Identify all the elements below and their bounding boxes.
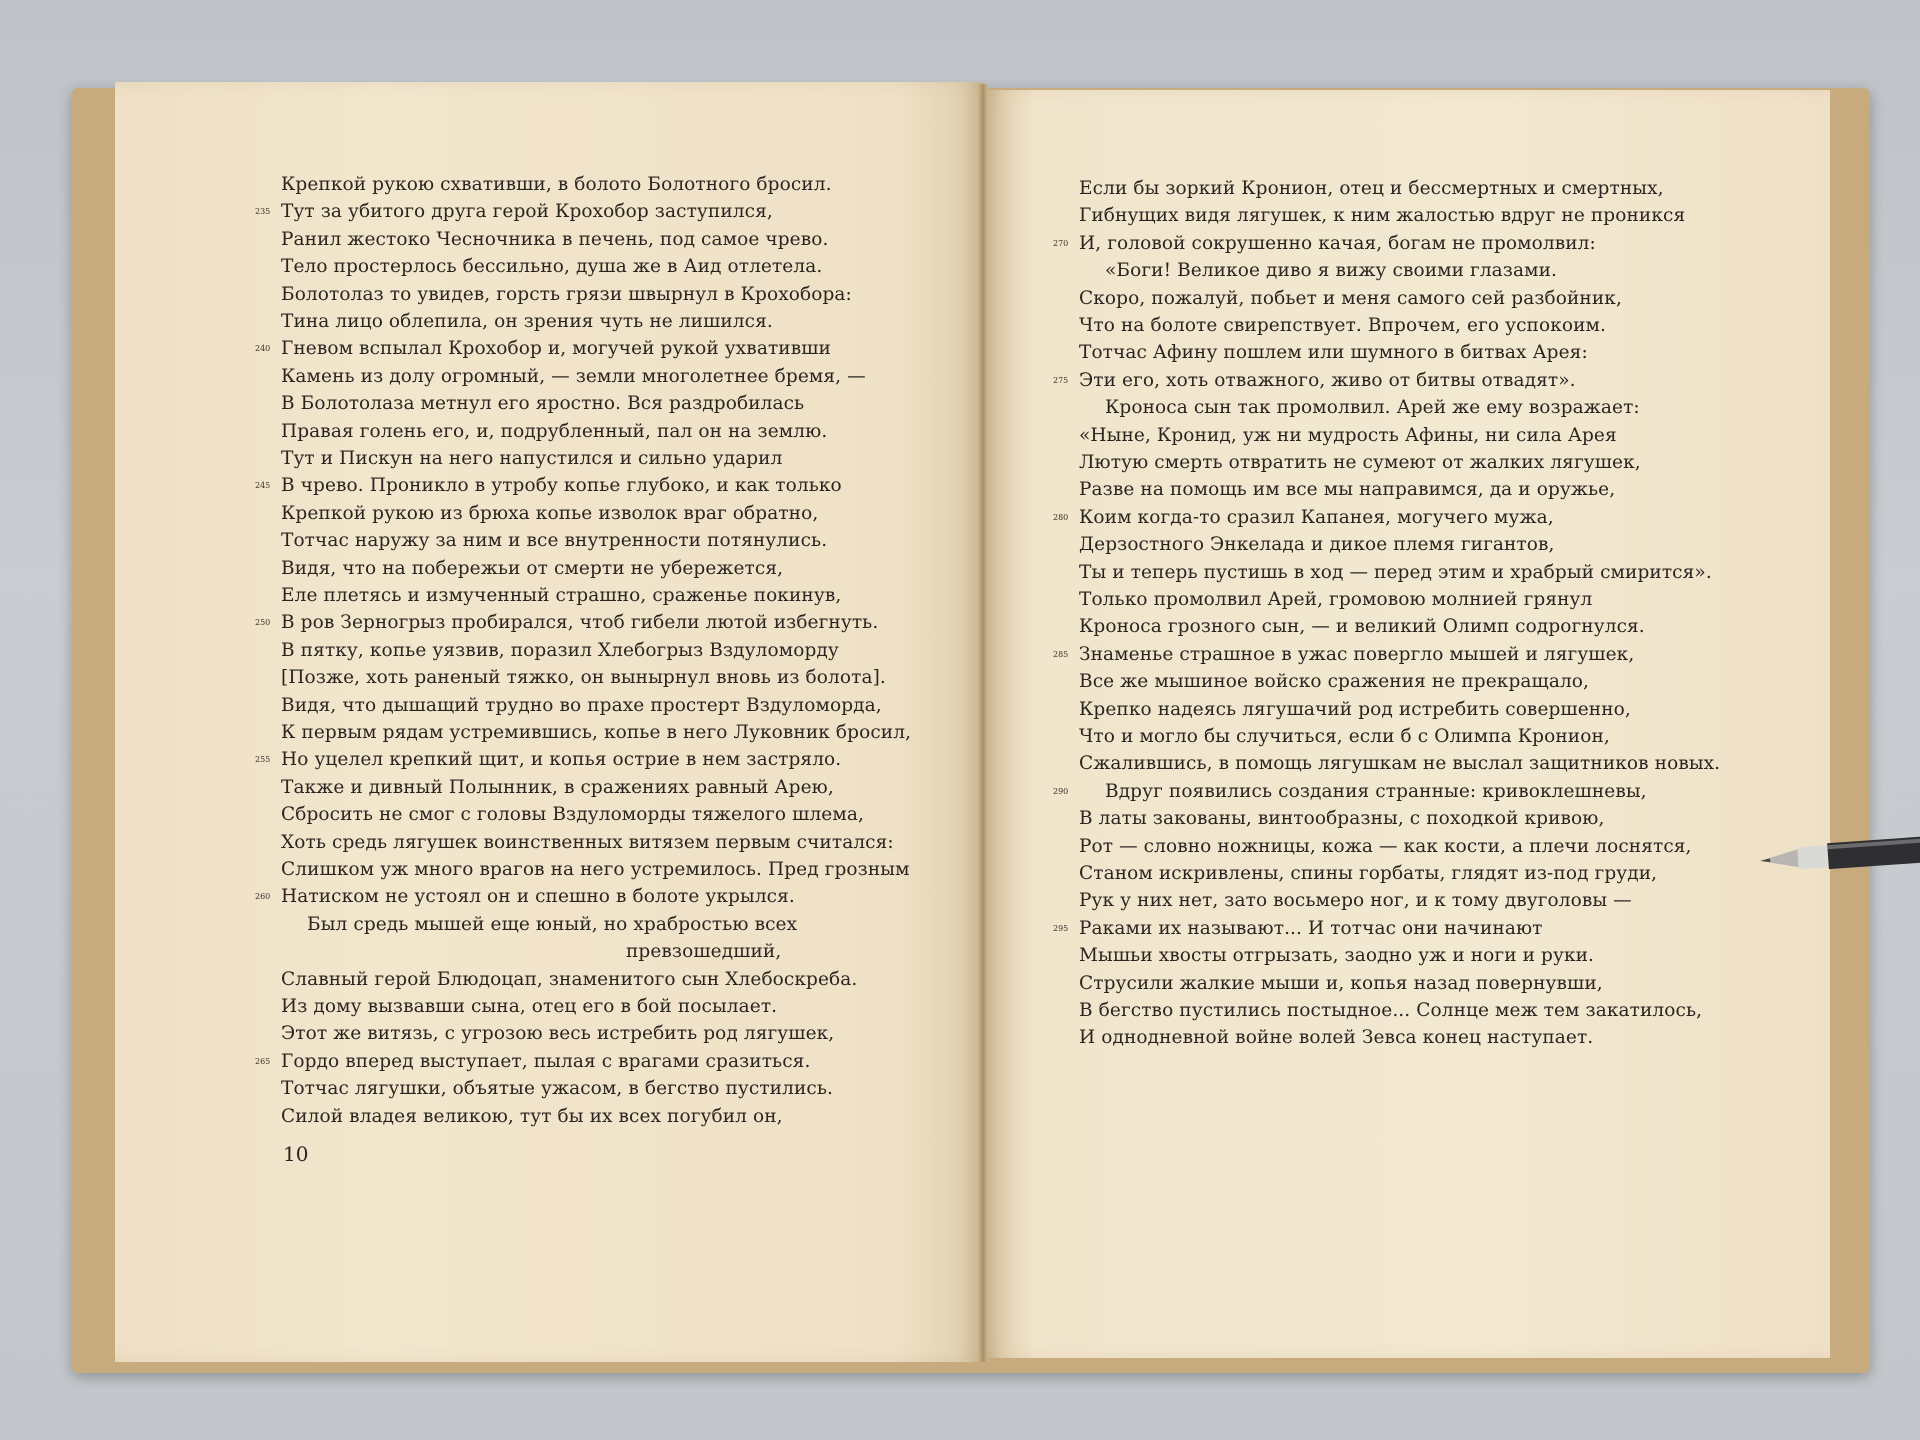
- verse-line: Хоть средь лягушек воинственных витязем первым считался:: [281, 831, 894, 853]
- verse-line: Рук у них нет, зато восьмеро ног, и к тому двуголовы —: [1079, 890, 1632, 912]
- verse-line: И однодневной войне волей Зевса конец наступает.: [1079, 1027, 1594, 1049]
- verse-line: Из дому вызвавши сына, отец его в бой посылает.: [281, 996, 778, 1017]
- verse-line: И, головой сокрушенно качая, богам не промолвил:: [1079, 232, 1596, 254]
- verse-line: Коим когда-то сразил Капанея, могучего мужа,: [1079, 506, 1554, 528]
- verse-line: Лютую смерть отвратить не сумеют от жалких лягушек,: [1079, 452, 1641, 473]
- left-page: [115, 82, 981, 1362]
- verse-line: Сжалившись, в помощь лягушкам не выслал защитников новых.: [1079, 753, 1721, 775]
- verse-line: Гневом вспылал Крохобор и, могучей рукой ухвативши: [281, 338, 831, 360]
- verse-line: Дерзостного Энкелада и дикое племя гигантов,: [1079, 534, 1555, 556]
- verse-line: превзошедший,: [626, 941, 782, 963]
- verse-line: Мышьи хвосты отгрызать, заодно уж и ноги и руки.: [1079, 945, 1595, 967]
- line-number: 245: [255, 481, 271, 491]
- verse-line: Этот же витязь, с угрозою весь истребить род лягушек,: [281, 1023, 835, 1045]
- verse-line: Тело простерлось бессильно, душа же в Аид отлетела.: [281, 256, 823, 278]
- line-number: 290: [1053, 786, 1069, 796]
- verse-line: Тина лицо облепила, он зрения чуть не лишился.: [281, 311, 773, 332]
- verse-line: Слишком уж много врагов на него устремилось. Пред грозным: [281, 859, 910, 880]
- verse-line: Натиском не устоял он и спешно в болоте укрылся.: [281, 886, 795, 908]
- verse-line: Эти его, хоть отважного, живо от битвы отвадят».: [1079, 369, 1576, 391]
- verse-line: [Позже, хоть раненый тяжко, он вынырнул вновь из болота].: [281, 667, 886, 689]
- verse-line: Гибнущих видя лягушек, к ним жалостью вдруг не проникся: [1079, 205, 1686, 227]
- verse-line: Крепкой рукою из брюха копье изволок враг обратно,: [281, 502, 819, 524]
- verse-line: Если бы зоркий Кронион, отец и бессмертных и смертных,: [1079, 178, 1664, 199]
- verse-line: Но уцелел крепкий щит, и копья острие в нем застряло.: [281, 749, 842, 771]
- verse-line: Раками их называют... И тотчас они начинают: [1079, 917, 1543, 939]
- verse-line: В бегство пустились постыдное... Солнце меж тем закатилось,: [1079, 1000, 1703, 1021]
- verse-line: Видя, что дышащий трудно во прахе простерт Вздуломорда,: [281, 694, 882, 716]
- verse-line: Тут за убитого друга герой Крохобор заступился,: [281, 201, 773, 223]
- line-number: 240: [255, 344, 271, 354]
- verse-line: Рот — словно ножницы, кожа — как кости, а плечи лоснятся,: [1079, 835, 1692, 857]
- line-number: 285: [1053, 649, 1069, 659]
- verse-line: Скоро, пожалуй, побьет и меня самого сей разбойник,: [1079, 287, 1622, 309]
- verse-line: Болотолаз то увидев, горсть грязи швырнул в Крохобора:: [281, 283, 852, 305]
- verse-line: Струсили жалкие мыши и, копья назад повернувши,: [1079, 972, 1603, 994]
- verse-line: Крепкой рукою схвативши, в болото Болотного бросил.: [281, 174, 832, 195]
- verse-line: Что и могло бы случиться, если б с Олимпа Кронион,: [1079, 726, 1610, 747]
- verse-line: Только промолвил Арей, громовою молнией грянул: [1079, 589, 1593, 610]
- line-number: 250: [255, 618, 271, 628]
- page-number: 10: [283, 1142, 309, 1166]
- verse-line: Тотчас наружу за ним и все внутренности потянулись.: [281, 530, 828, 552]
- verse-line: Тут и Пискун на него напустился и сильно ударил: [281, 448, 783, 469]
- verse-line: Также и дивный Полынник, в сражениях равный Арею,: [281, 776, 834, 798]
- verse-line: Крепко надеясь лягушачий род истребить совершенно,: [1079, 698, 1631, 720]
- verse-line: В чрево. Проникло в утробу копье глубоко, и как только: [281, 475, 842, 497]
- line-number: 295: [1053, 923, 1069, 933]
- verse-line: Ранил жестоко Чесночника в печень, под самое чрево.: [281, 228, 829, 250]
- right-page: [985, 90, 1830, 1358]
- verse-line: В ров Зерногрыз пробирался, чтоб гибели лютой избегнуть.: [281, 612, 879, 634]
- verse-line: К первым рядам устремившись, копье в него Луковник бросил,: [281, 722, 912, 743]
- verse-line: Разве на помощь им все мы направимся, да и оружье,: [1079, 479, 1616, 501]
- verse-line: «Ныне, Кронид, уж ни мудрость Афины, ни сила Арея: [1079, 424, 1617, 446]
- verse-line: Правая голень его, и, подрубленный, пал он на землю.: [281, 420, 828, 442]
- verse-line: Камень из долу огромный, — земли многолетнее бремя, —: [281, 365, 866, 387]
- verse-line: Сбросить не смог с головы Вздуломорды тяжелого шлема,: [281, 804, 864, 826]
- verse-line: В латы закованы, винтообразны, с походкой кривою,: [1079, 808, 1605, 830]
- verse-line: Тотчас Афину пошлем или шумного в битвах Арея:: [1079, 342, 1588, 364]
- line-number: 265: [255, 1056, 271, 1066]
- line-number: 235: [255, 207, 271, 217]
- verse-line: В пятку, копье уязвив, поразил Хлебогрыз Вздуломорду: [281, 639, 839, 661]
- line-number: 270: [1053, 238, 1069, 248]
- verse-line: Еле плетясь и измученный страшно, сраженье покинув,: [281, 585, 842, 606]
- verse-line: Ты и теперь пустишь в ход — перед этим и храбрый смирится».: [1079, 561, 1712, 583]
- verse-line: Что на болоте свирепствует. Впрочем, его успокоим.: [1079, 315, 1607, 336]
- verse-line: Все же мышиное войско сражения не прекращало,: [1079, 671, 1590, 693]
- verse-line: В Болотолаза метнул его яростно. Вся раздробилась: [281, 393, 805, 415]
- line-number: 255: [255, 755, 271, 765]
- verse-line: Силой владея великою, тут бы их всех погубил он,: [281, 1105, 783, 1127]
- verse-line: Славный герой Блюдоцап, знаменитого сын Хлебоскреба.: [281, 968, 858, 990]
- line-number: 275: [1053, 375, 1069, 385]
- verse-line: Вдруг появились создания странные: кривоклешневы,: [1105, 780, 1647, 802]
- verse-line: «Боги! Великое диво я вижу своими глазами.: [1105, 260, 1558, 282]
- verse-line: Был средь мышей еще юный, но храбростью всех: [307, 913, 798, 935]
- verse-line: Знаменье страшное в ужас повергло мышей и лягушек,: [1079, 643, 1635, 665]
- line-number: 260: [255, 892, 271, 902]
- line-number: 280: [1053, 512, 1069, 522]
- verse-line: Гордо вперед выступает, пылая с врагами сразиться.: [281, 1050, 811, 1072]
- verse-line: Станом искривлены, спины горбаты, глядят из-под груди,: [1079, 863, 1658, 884]
- book-spine: [978, 84, 988, 1362]
- verse-line: Кроноса грозного сын, — и великий Олимп содрогнулся.: [1079, 616, 1645, 638]
- verse-line: Тотчас лягушки, объятые ужасом, в бегство пустились.: [281, 1078, 833, 1100]
- verse-line: Кроноса сын так промолвил. Арей же ему возражает:: [1105, 397, 1640, 419]
- verse-line: Видя, что на побережьи от смерти не убережется,: [281, 557, 784, 579]
